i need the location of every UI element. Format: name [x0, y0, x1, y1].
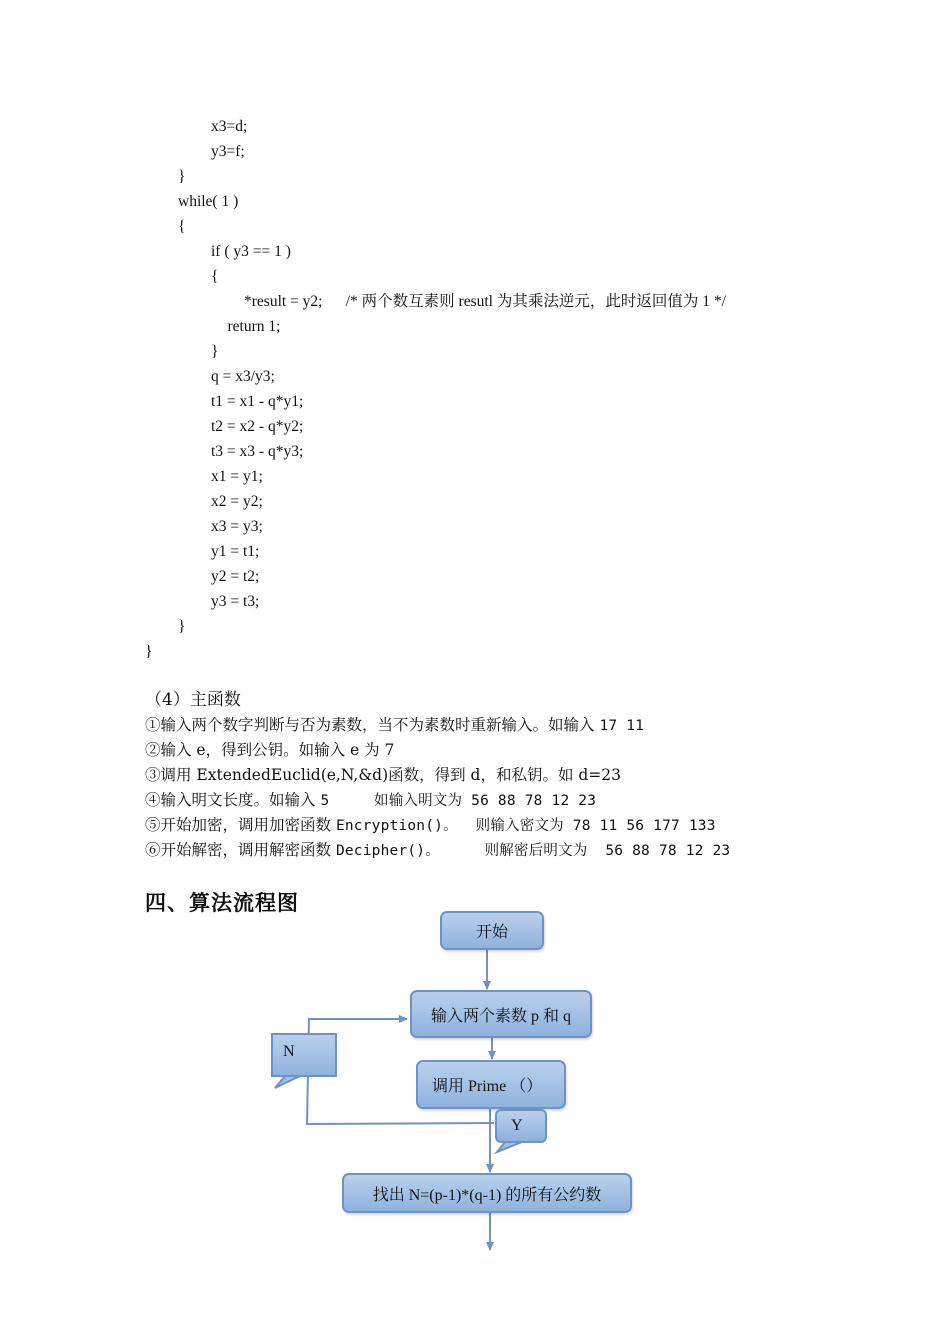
step-value: Decipher()。 则解密后明文为 56 88 78 12 23 [335, 843, 731, 859]
code-line: t1 = x1 - q*y1; [211, 393, 304, 410]
code-line: y3 = t3; [211, 593, 260, 610]
code-line: t2 = x2 - q*y2; [211, 418, 304, 435]
code-line: x1 = y1; [211, 468, 263, 485]
code-line: } [178, 168, 186, 185]
code-line: } [178, 618, 186, 635]
code-line: y1 = t1; [211, 543, 260, 560]
step-text: ②输入 e，得到公钥。如输入 e 为 7 [145, 741, 395, 759]
input-primes-node: 输入两个素数 p 和 q [410, 990, 592, 1038]
code-line: return 1; [227, 318, 281, 335]
code-line: x2 = y2; [211, 493, 263, 510]
start-node: 开始 [440, 911, 544, 950]
code-line: x3=d; [211, 118, 248, 135]
step-text: ①输入两个数字判断与否为素数，当不为素数时重新输入。如输入 [145, 716, 600, 734]
code-line: if ( y3 == 1 ) [211, 243, 291, 260]
code-line: { [211, 268, 219, 285]
step-text: ③调用 ExtendedEuclid(e,N,&d)函数，得到 d，和私钥。如 d=23 [145, 766, 622, 784]
yes-callout: Y [495, 1109, 547, 1143]
code-line: while( 1 ) [178, 193, 239, 210]
code-line: y3=f; [211, 143, 245, 160]
code-line: x3 = y3; [211, 518, 263, 535]
section-title: 四、算法流程图 [145, 891, 299, 915]
step-value: 5 如输入明文为 56 88 78 12 23 [320, 793, 597, 809]
main-function-heading: （4）主函数 [145, 690, 241, 710]
step-text: ⑥开始解密，调用解密函数 [145, 841, 336, 859]
step-value: Encryption()。 则输入密文为 78 11 56 177 133 [335, 818, 716, 834]
step-text: ④输入明文长度。如输入 [145, 791, 321, 809]
code-line: q = x3/y3; [211, 368, 275, 385]
step-text: ⑤开始加密，调用加密函数 [145, 816, 336, 834]
code-line: } [211, 343, 219, 360]
step-value: 17 11 [599, 718, 645, 734]
code-line: *result = y2; /* 两个数互素则 resutl 为其乘法逆元，此时返回值为 1 */ [244, 293, 726, 310]
no-callout: N [271, 1033, 337, 1077]
code-line: } [145, 643, 153, 660]
code-line: { [178, 218, 186, 235]
yes-callout-tail [497, 1142, 522, 1152]
code-line: t3 = x3 - q*y3; [211, 443, 304, 460]
find-divisors-node: 找出 N=(p-1)*(q-1) 的所有公约数 [342, 1173, 632, 1213]
call-prime-node: 调用 Prime （） [416, 1060, 566, 1109]
code-line: y2 = t2; [211, 568, 260, 585]
no-callout-tail [275, 1076, 300, 1088]
